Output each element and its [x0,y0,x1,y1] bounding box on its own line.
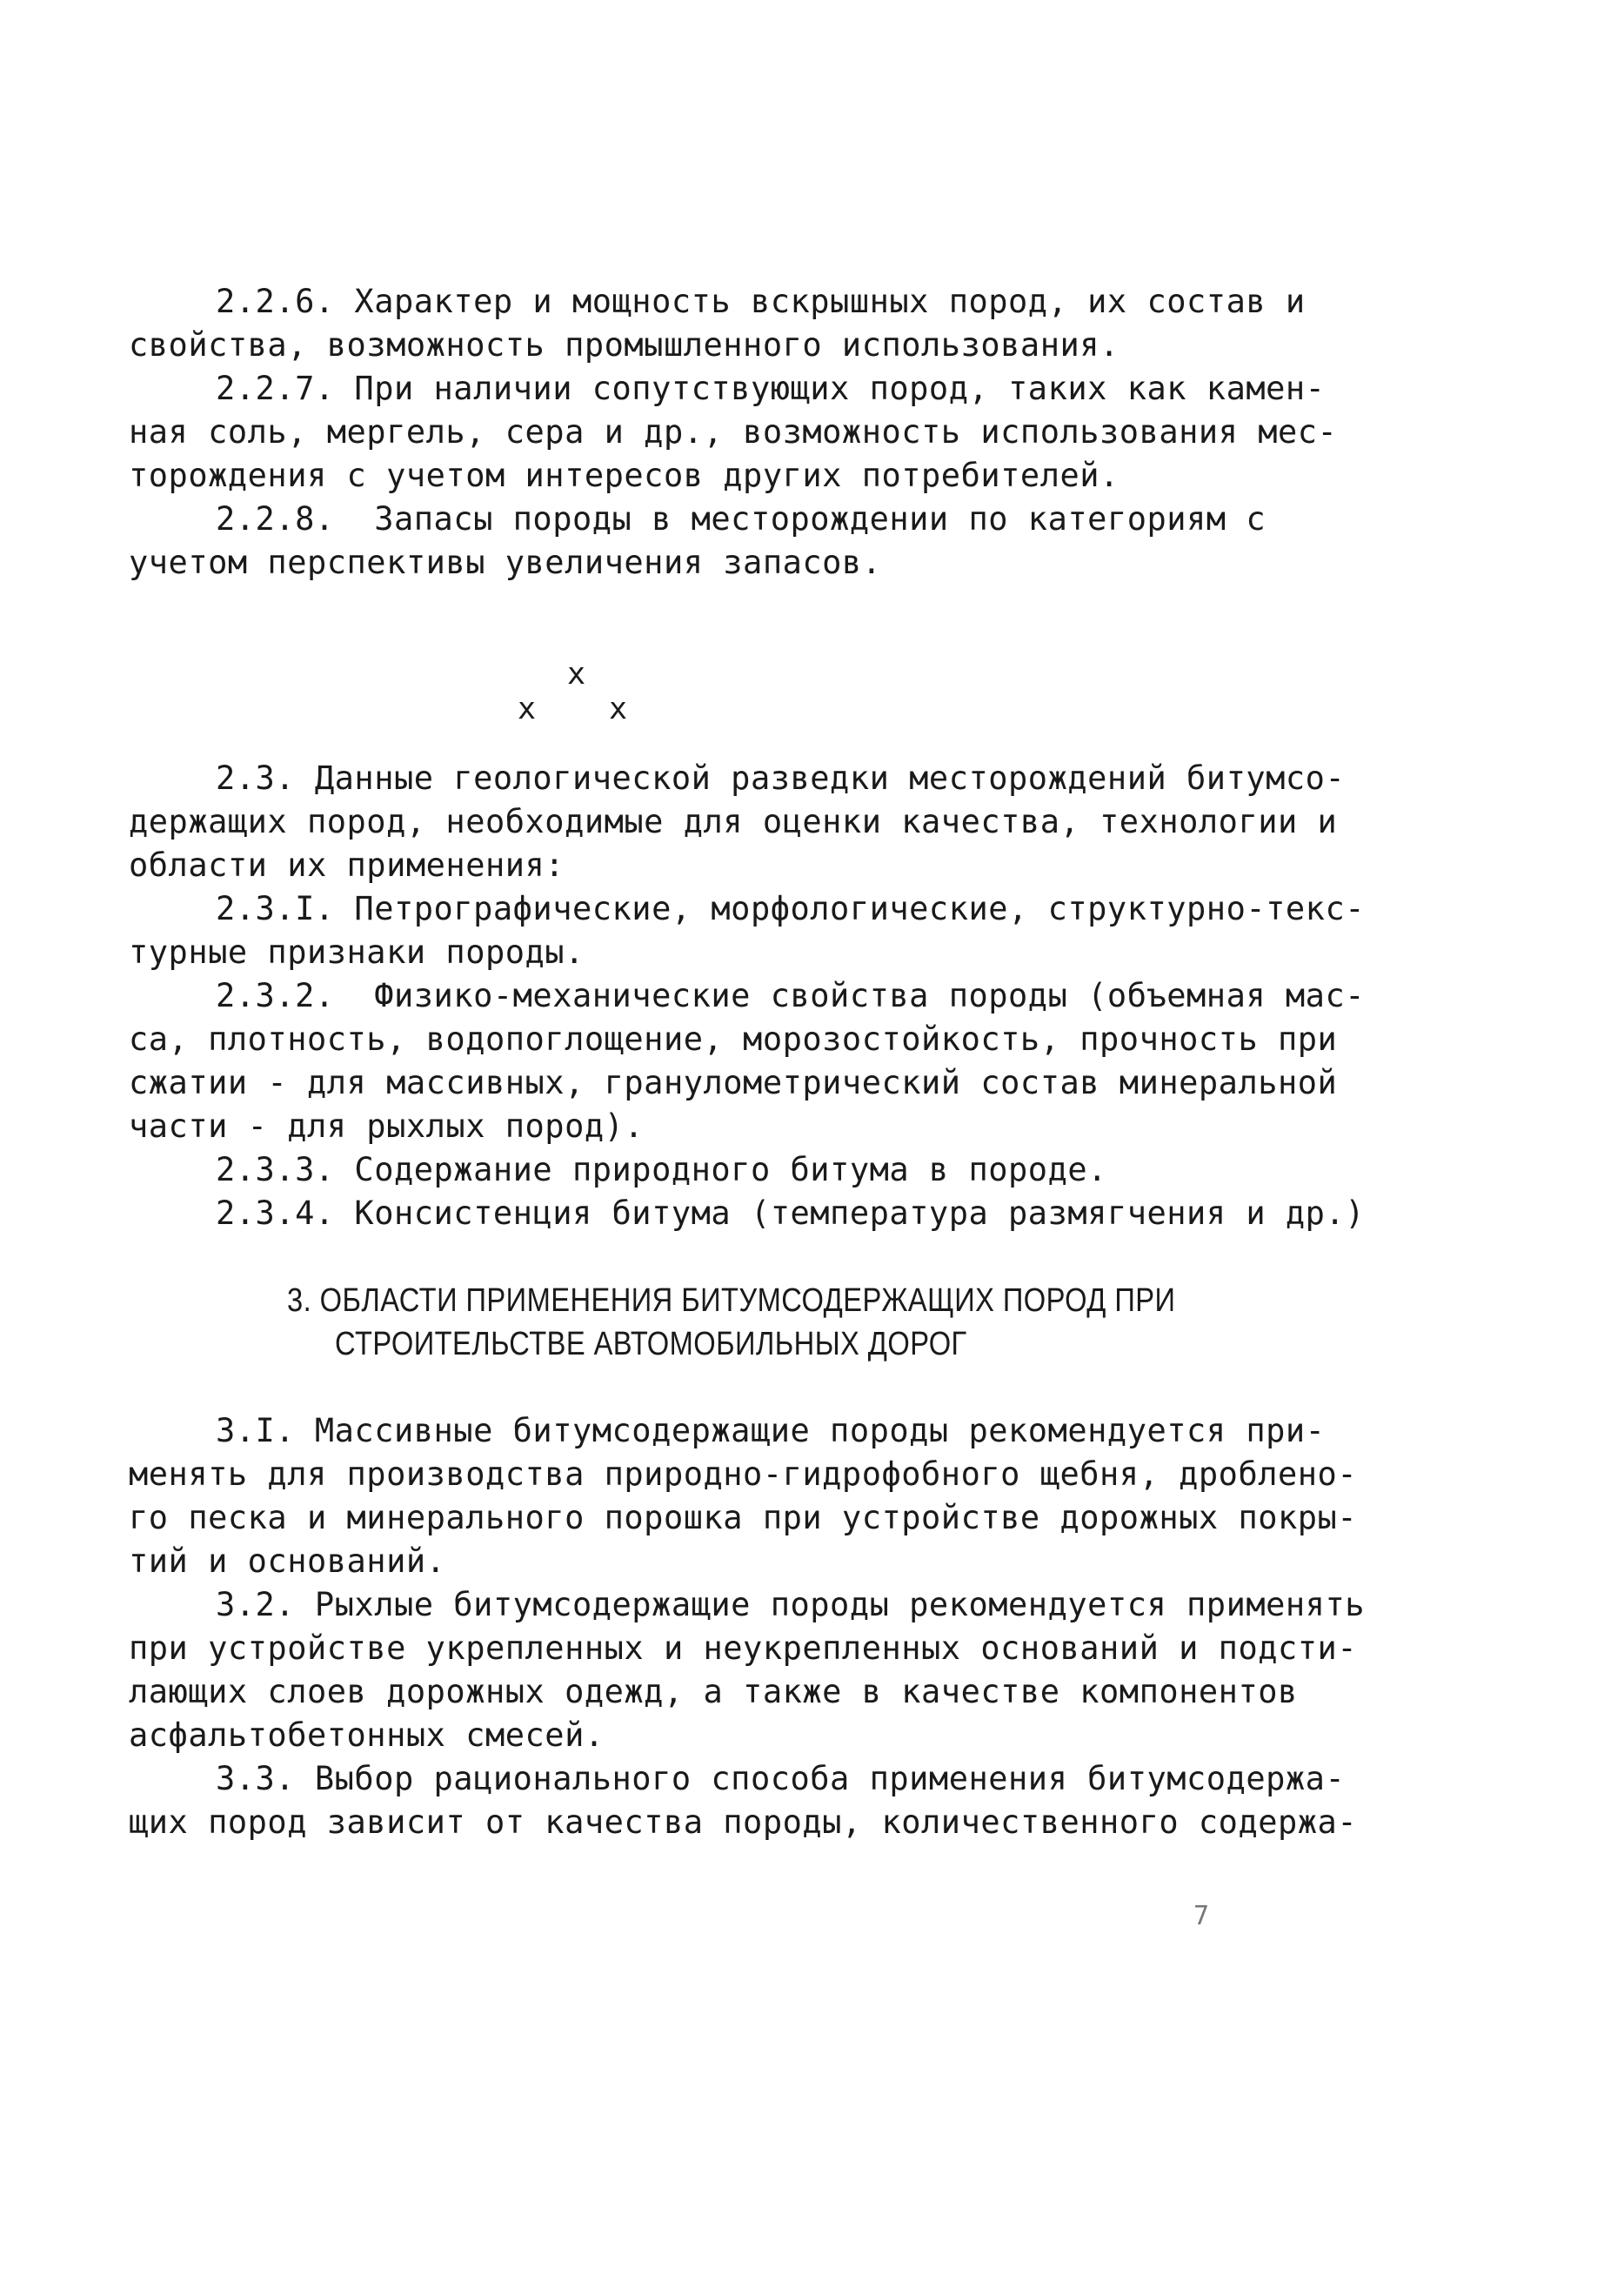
page-number: 7 [1193,1901,1210,1931]
text-line: 3.3. Выбор рационального способа применения битумсодержа- [216,1760,1346,1797]
text-line: 3.2. Рыхлые битумсодержащие породы рекомендуется применять [216,1586,1366,1623]
text-line: 2.3.3. Содержание природного битума в породе. [216,1151,1107,1188]
text-line: са, плотность, водопоглощение, морозостойкость, прочность при [129,1020,1338,1058]
text-line: менять для производства природно-гидрофобного щебня, дроблено- [129,1455,1358,1493]
text-line: области их применения: [129,846,565,884]
text-line: свойства, возможность промышленного использования. [129,326,1119,364]
text-line: части - для рыхлых пород). [129,1107,645,1145]
text-line: 2.3. Данные геологической разведки месторождений битумсо- [216,759,1346,797]
text-line: го песка и минерального порошка при устройстве дорожных покры- [129,1499,1358,1536]
text-line: 2.2.8. Запасы породы в месторождении по категориям с [216,500,1266,538]
text-line: турные признаки породы. [129,933,585,971]
text-line: асфальтобетонных смесей. [129,1716,605,1754]
text-line: сжатии - для массивных, гранулометрический состав минеральной [129,1064,1338,1101]
text-line: 2.3.2. Физико-механические свойства породы (объемная мас- [216,977,1366,1014]
separator-mark-top: х [567,657,586,692]
separator-mark-right: х [609,692,628,726]
text-line: при устройстве укрепленных и неукрепленных оснований и подсти- [129,1629,1358,1667]
text-line: держащих пород, необходимые для оценки качества, технологии и [129,803,1338,840]
text-line: торождения с учетом интересов других потребителей. [129,457,1119,494]
text-line: щих пород зависит от качества породы, количественного содержа- [129,1803,1358,1841]
section-heading-line-2: СТРОИТЕЛЬСТВЕ АВТОМОБИЛЬНЫХ ДОРОГ [335,1326,967,1362]
text-line: 2.2.7. При наличии сопутствующих пород, таких как камен- [216,370,1326,407]
text-line: ная соль, мергель, сера и др., возможность использования мес- [129,413,1338,451]
text-line: лающих слоев дорожных одежд, а также в качестве компонентов [129,1673,1298,1710]
text-line: учетом перспективы увеличения запасов. [129,544,882,581]
text-line: тий и оснований. [129,1542,446,1580]
separator-mark-left: х [518,692,537,726]
text-line: 2.2.6. Характер и мощность вскрышных пород, их состав и [216,283,1306,320]
text-line: 2.3.I. Петрографические, морфологические, структурно-текс- [216,890,1366,927]
text-line: 3.I. Массивные битумсодержащие породы рекомендуется при- [216,1412,1326,1449]
text-line: 2.3.4. Консистенция битума (температура размягчения и др.) [216,1194,1366,1232]
section-heading-line-1: 3. ОБЛАСТИ ПРИМЕНЕНИЯ БИТУМСОДЕРЖАЩИХ ПОРОД ПРИ [287,1282,1176,1319]
